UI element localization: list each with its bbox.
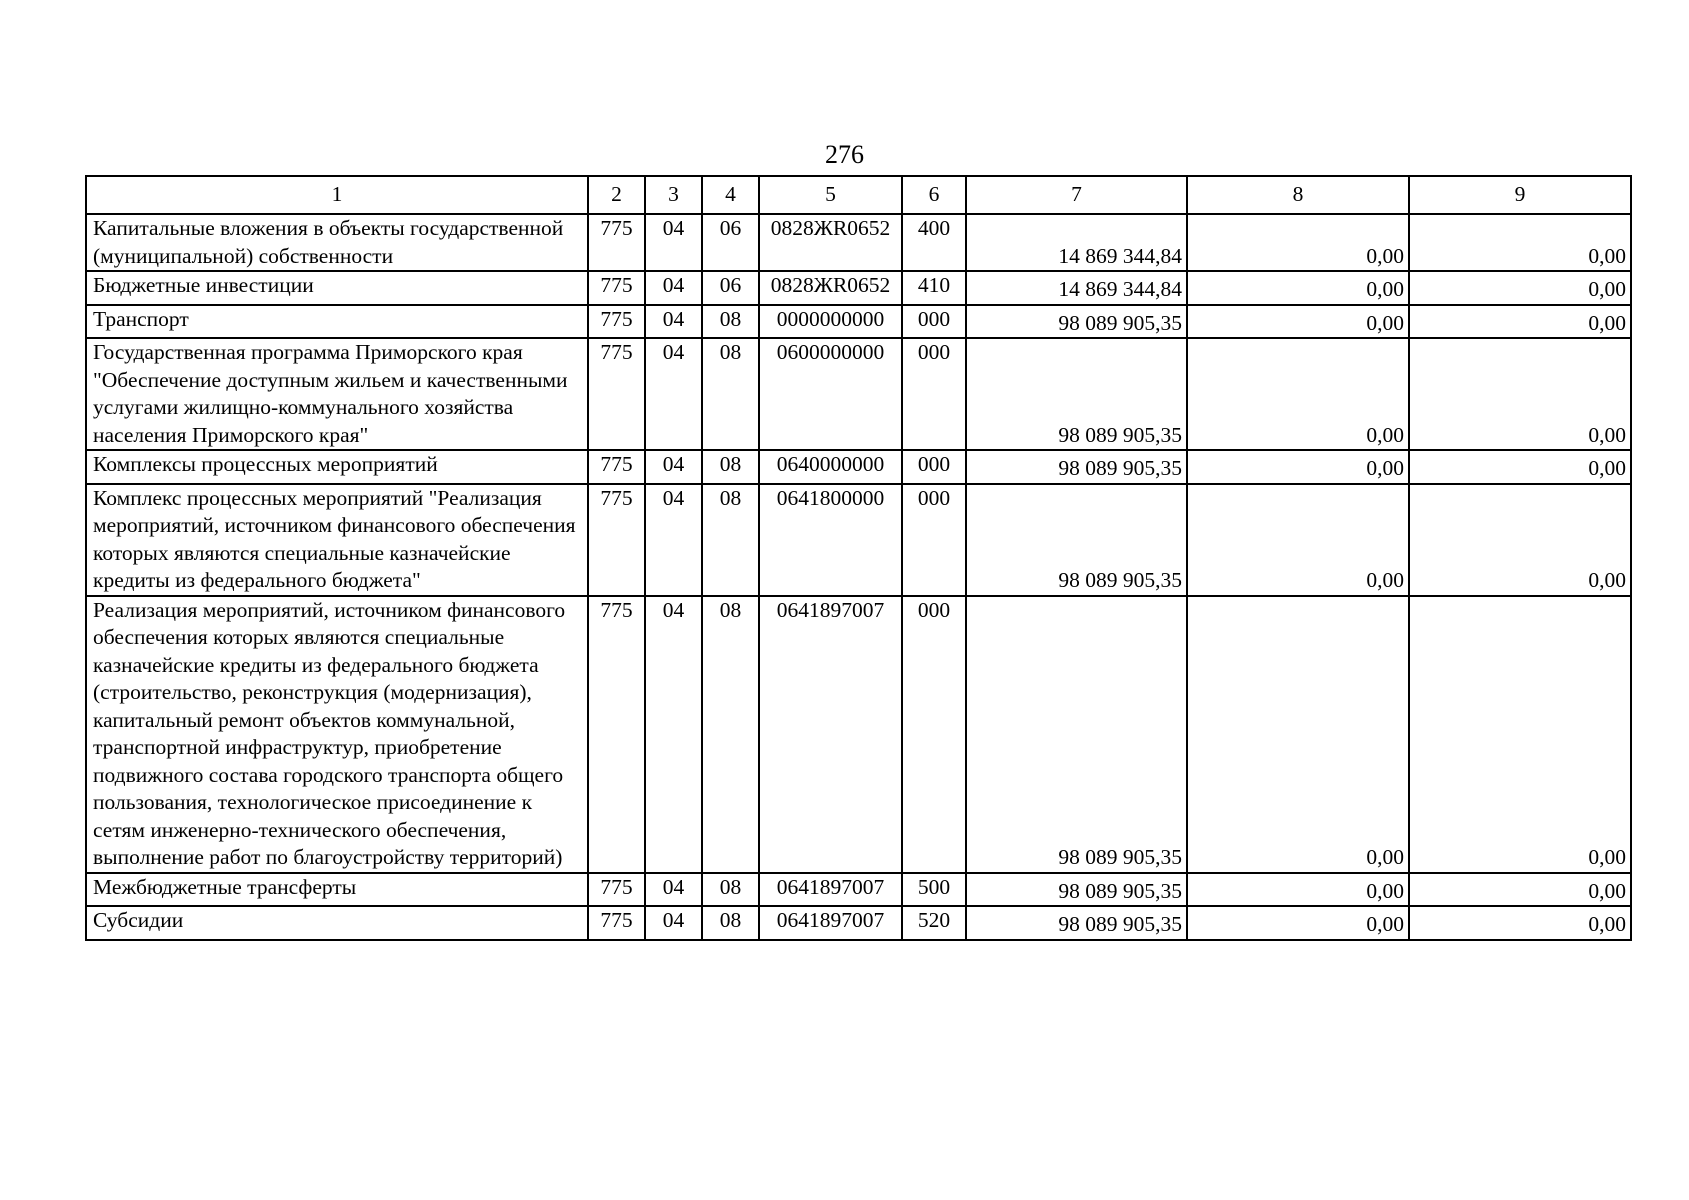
- amount-cell: 0,00: [1187, 596, 1409, 873]
- code-cell: 775: [588, 450, 645, 484]
- amount-cell: 0,00: [1409, 596, 1631, 873]
- amount-cell: 0,00: [1409, 305, 1631, 339]
- code-cell: 04: [645, 305, 702, 339]
- amount-cell: 98 089 905,35: [966, 596, 1187, 873]
- code-cell: 000: [902, 305, 966, 339]
- code-cell: 04: [645, 214, 702, 271]
- code-cell: 06: [702, 271, 759, 305]
- code-cell: 000: [902, 596, 966, 873]
- code-cell: 0828ЖR0652: [759, 271, 902, 305]
- amount-cell: 98 089 905,35: [966, 450, 1187, 484]
- code-cell: 775: [588, 906, 645, 940]
- code-cell: 0641897007: [759, 596, 902, 873]
- table-row: [86, 338, 1631, 450]
- row-name-cell: Комплексы процессных мероприятий: [86, 450, 588, 484]
- amount-cell: 98 089 905,35: [966, 906, 1187, 940]
- amount-cell: 98 089 905,35: [966, 484, 1187, 596]
- row-name-cell: Межбюджетные трансферты: [86, 873, 588, 907]
- column-header: 6: [902, 176, 966, 214]
- column-header: 3: [645, 176, 702, 214]
- code-cell: 000: [902, 450, 966, 484]
- table-body: [86, 214, 1631, 940]
- amount-cell: 0,00: [1409, 873, 1631, 907]
- amount-cell: 0,00: [1187, 214, 1409, 271]
- amount-cell: 0,00: [1187, 484, 1409, 596]
- code-cell: 775: [588, 338, 645, 450]
- code-cell: 775: [588, 873, 645, 907]
- code-cell: 08: [702, 906, 759, 940]
- row-name-cell: Субсидии: [86, 906, 588, 940]
- code-cell: 08: [702, 338, 759, 450]
- code-cell: 0600000000: [759, 338, 902, 450]
- amount-cell: 0,00: [1187, 338, 1409, 450]
- amount-cell: 0,00: [1409, 338, 1631, 450]
- amount-cell: 0,00: [1187, 305, 1409, 339]
- budget-table: [85, 175, 1632, 941]
- code-cell: 000: [902, 338, 966, 450]
- row-name-cell: Государственная программа Приморского края "Обеспечение доступным жильем и качественными услугами жилищно-коммунального хозяйства населения Приморского края": [86, 338, 588, 450]
- column-header: 4: [702, 176, 759, 214]
- amount-cell: 98 089 905,35: [966, 305, 1187, 339]
- amount-cell: 98 089 905,35: [966, 873, 1187, 907]
- row-name-cell: Комплекс процессных мероприятий "Реализация мероприятий, источником финансового обеспечения которых являются специальные казначейские кредиты из федерального бюджета": [86, 484, 588, 596]
- code-cell: 08: [702, 484, 759, 596]
- column-header: 9: [1409, 176, 1631, 214]
- page-number: 276: [825, 140, 864, 169]
- code-cell: 400: [902, 214, 966, 271]
- amount-cell: 0,00: [1187, 873, 1409, 907]
- amount-cell: 0,00: [1409, 214, 1631, 271]
- code-cell: 04: [645, 484, 702, 596]
- code-cell: 775: [588, 271, 645, 305]
- code-cell: 08: [702, 873, 759, 907]
- code-cell: 775: [588, 596, 645, 873]
- code-cell: 500: [902, 873, 966, 907]
- amount-cell: 0,00: [1409, 450, 1631, 484]
- amount-cell: 0,00: [1409, 271, 1631, 305]
- table-row: [86, 906, 1631, 940]
- amount-cell: 0,00: [1409, 906, 1631, 940]
- code-cell: 520: [902, 906, 966, 940]
- code-cell: 0828ЖR0652: [759, 214, 902, 271]
- column-header: 8: [1187, 176, 1409, 214]
- code-cell: 0000000000: [759, 305, 902, 339]
- table-row: [86, 214, 1631, 271]
- code-cell: 775: [588, 305, 645, 339]
- table-row: [86, 596, 1631, 873]
- code-cell: 775: [588, 214, 645, 271]
- code-cell: 0641800000: [759, 484, 902, 596]
- code-cell: 410: [902, 271, 966, 305]
- code-cell: 04: [645, 596, 702, 873]
- table-row: [86, 484, 1631, 596]
- code-cell: 08: [702, 596, 759, 873]
- row-name-cell: Транспорт: [86, 305, 588, 339]
- column-header: 1: [86, 176, 588, 214]
- column-header: 2: [588, 176, 645, 214]
- amount-cell: 0,00: [1187, 906, 1409, 940]
- code-cell: 04: [645, 338, 702, 450]
- amount-cell: 0,00: [1187, 271, 1409, 305]
- amount-cell: 14 869 344,84: [966, 271, 1187, 305]
- amount-cell: 0,00: [1187, 450, 1409, 484]
- code-cell: 04: [645, 450, 702, 484]
- column-header: 7: [966, 176, 1187, 214]
- table-row: [86, 450, 1631, 484]
- row-name-cell: Реализация мероприятий, источником финансового обеспечения которых являются специальные казначейские кредиты из федерального бюджета (строительство, реконструкция (модернизация), капитальный ремонт объектов коммунальной, транспортной инфраструктур, приобретение подвижного состава городского транспорта общего пользования, технологическое присоединение к сетям инженерно-технического обеспечения, выполнение работ по благоустройству территорий): [86, 596, 588, 873]
- amount-cell: 0,00: [1409, 484, 1631, 596]
- code-cell: 04: [645, 873, 702, 907]
- code-cell: 06: [702, 214, 759, 271]
- table-row: [86, 305, 1631, 339]
- code-cell: 000: [902, 484, 966, 596]
- row-name-cell: Бюджетные инвестиции: [86, 271, 588, 305]
- table-row: [86, 873, 1631, 907]
- code-cell: 08: [702, 305, 759, 339]
- code-cell: 08: [702, 450, 759, 484]
- code-cell: 04: [645, 906, 702, 940]
- code-cell: 0640000000: [759, 450, 902, 484]
- code-cell: 775: [588, 484, 645, 596]
- amount-cell: 98 089 905,35: [966, 338, 1187, 450]
- amount-cell: 14 869 344,84: [966, 214, 1187, 271]
- column-number-row: [86, 176, 1631, 214]
- table-row: [86, 271, 1631, 305]
- code-cell: 04: [645, 271, 702, 305]
- column-header: 5: [759, 176, 902, 214]
- code-cell: 0641897007: [759, 906, 902, 940]
- row-name-cell: Капитальные вложения в объекты государственной (муниципальной) собственности: [86, 214, 588, 271]
- code-cell: 0641897007: [759, 873, 902, 907]
